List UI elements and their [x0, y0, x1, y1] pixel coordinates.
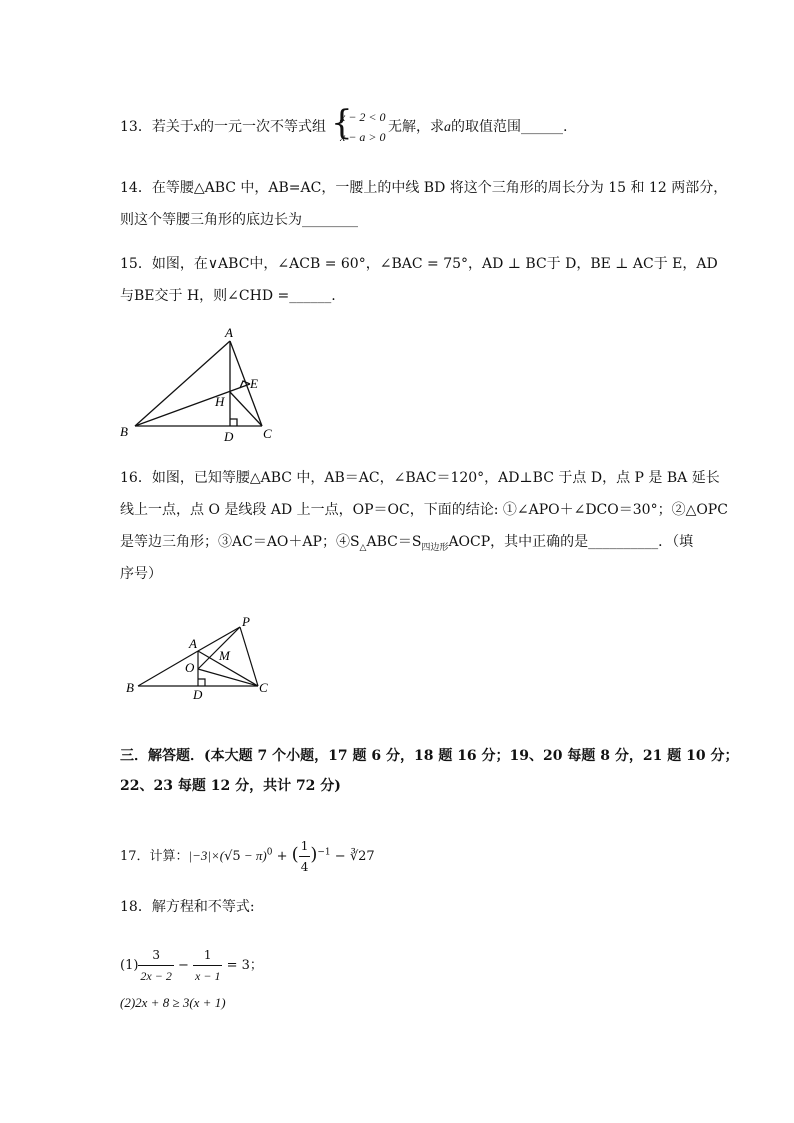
q16-label-o: O: [185, 660, 195, 675]
q15-label-h: H: [215, 394, 225, 409]
section-3-heading-line-2: 22、23 每题 12 分，共计 72 分): [120, 778, 341, 794]
section-3-heading-line-1: 三．解答题．(本大题 7 个小题，17 题 6 分，18 题 16 分；19、20 每题 8 分，21 题 10 分；: [120, 748, 739, 764]
q16-line-4: 序号）: [120, 566, 162, 582]
q14-line-1: 14．在等腰△ABC 中，AB=AC，一腰上的中线 BD 将这个三角形的周长分为 15 和 12 两部分，: [120, 180, 728, 196]
q16-label-m: M: [219, 648, 230, 663]
q15-label-c: C: [263, 426, 272, 441]
q16-label-p: P: [242, 614, 250, 629]
q16-label-b: B: [126, 680, 134, 695]
q13-tail: 无解，求a的取值范围______.: [388, 119, 568, 135]
q16-line-1: 16．如图，已知等腰△ABC 中，AB＝AC，∠BAC＝120°，AD⊥BC 于点 D，点 P 是 BA 延长: [120, 470, 720, 486]
q13-line: 13．若关于x的一元一次不等式组: [120, 119, 327, 135]
q14-answer-blank[interactable]: ________: [302, 212, 358, 228]
q13-brace: {: [331, 103, 353, 143]
q15-line-1: 15．如图，在∨ABC中，∠ACB = 60°，∠BAC = 75°，AD ⊥ BC于 D，BE ⊥ AC于 E，AD: [120, 256, 718, 272]
q14-line-2: 则这个等腰三角形的底边长为________: [120, 212, 358, 228]
q15-label-d: D: [224, 429, 234, 444]
q16-label-c: C: [259, 680, 268, 695]
q16-label-d: D: [193, 687, 203, 702]
q13-answer-blank[interactable]: ______: [521, 119, 563, 135]
q16-answer-blank[interactable]: __________: [588, 534, 659, 550]
q13-inequality-2: x − a > 0: [340, 130, 386, 144]
q16-line-3: 是等边三角形；③AC＝AO＋AP；$④S_\triangle ABC=S_{四边形}AOCP$，其中正确的是__________．（填: [120, 534, 694, 553]
q15-line-2: 与BE交于 H，则∠CHD =______.: [120, 288, 336, 304]
q13-inequality-1: x − 2 < 0: [340, 110, 386, 124]
q15-label-b: B: [120, 424, 128, 439]
q15-label-a: A: [225, 325, 233, 340]
q17-line: 17．计算：$|-3|\times(√5 - \pi)^0$ + ( $\frac{1}{4}$ )$^{-1}$ − ∛27: [120, 836, 375, 877]
q18-part-2: (2)2x + 8 ≥ 3(x + 1): [120, 995, 226, 1010]
q15-label-e: E: [250, 376, 258, 391]
q18-title: 18．解方程和不等式:: [120, 899, 255, 915]
q16-line-2: 线上一点，点 O 是线段 AD 上一点，OP＝OC，下面的结论: ①∠APO＋∠DCO＝30°；②△OPC: [120, 502, 728, 518]
q18-part-1: (1) $\frac{3}{2x - 2}$ − $\frac{1}{x - 1}$ = 3；: [120, 945, 263, 986]
q16-label-a: A: [189, 636, 197, 651]
q15-answer-blank[interactable]: ______: [289, 288, 332, 304]
